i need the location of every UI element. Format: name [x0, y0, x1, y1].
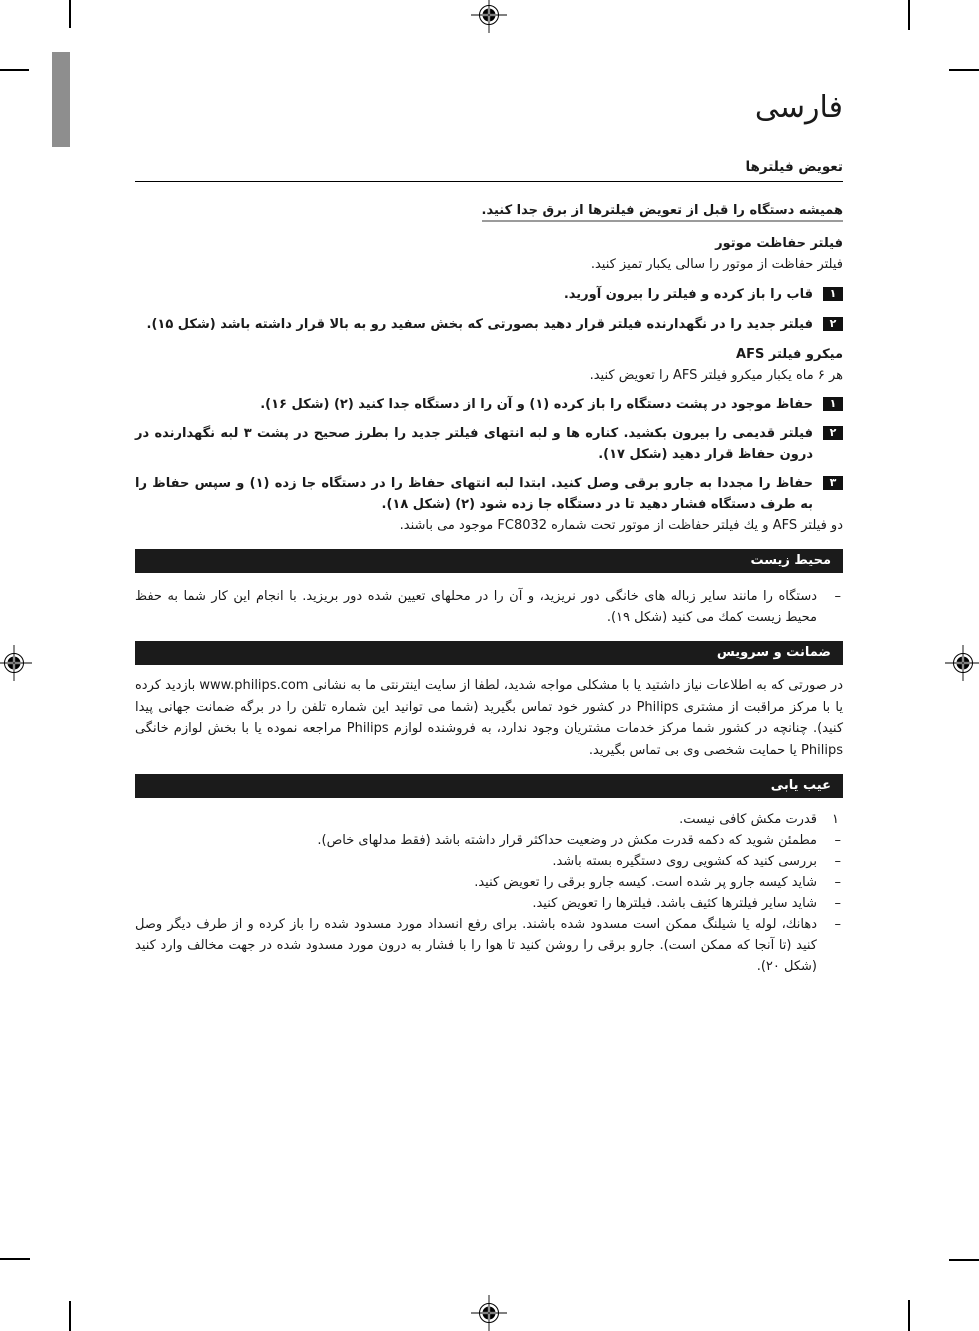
- list-item: – دهانك، لوله یا شیلنگ ممکن است مسدود شده باشند. برای رفع انسداد مورد مسدود شده را باز کرده و از طرف دیگر وصل کنید (تا آنجا که ممکن است). جارو برقی را روشن کنید تا هوا را با فشار به درون مورد مسدود شده در جهت مخالف وارد کنید (شکل ۲۰).: [135, 914, 843, 977]
- section-divider: [135, 181, 843, 182]
- dash-marker: –: [834, 875, 841, 890]
- step-number-badge: ۳: [823, 476, 843, 490]
- step-item: ۱ قاب را باز کرده و فیلتر را بیرون آورید.: [135, 284, 843, 305]
- section-bar-troubleshooting: عیب یابی: [135, 774, 843, 798]
- warning-line: همیشه دستگاه را قبل از تعویض فیلترها از برق جدا کنید.: [135, 201, 843, 221]
- dash-marker: –: [834, 589, 841, 604]
- step-item: ۲ فیلتر جدید را در نگهدارنده فیلتر قرار دهید بصورتی که بخش سفید رو به بالا قرار داشته باشد (شکل ۱۵).: [135, 314, 843, 335]
- section-bar-environment: محیط زیست: [135, 549, 843, 573]
- list-item: – بررسی کنید که کشویی روی دستگیره بسته باشد.: [135, 851, 843, 872]
- step-number-badge: ۱: [823, 287, 843, 301]
- crop-mark: [949, 69, 979, 71]
- filter-availability-note: دو فیلتر AFS و یك فیلتر حفاظت از موتور تحت شماره FC8032 موجود می باشند.: [399, 518, 843, 533]
- page-edge-tab: [52, 52, 70, 147]
- step-number-badge: ۱: [823, 397, 843, 411]
- list-item: – شاید کیسه جارو پر شده است. کیسه جارو برقی را تعویض کنید.: [135, 872, 843, 893]
- crop-mark: [0, 1258, 30, 1260]
- step-number-badge: ۲: [823, 317, 843, 331]
- step-item: ۲ فیلتر قدیمی را بیرون بکشید. کناره ها و لبه انتهای فیلتر جدید را بطرز صحیح در پشت ۳ لبه نگهدارنده در درون حفاظ قرار دهید (شکل ۱۷).: [135, 423, 843, 465]
- motor-filter-intro: فیلتر حفاظت از موتور را سالی یکبار تمیز کنید.: [590, 257, 843, 272]
- list-item: – مطمئن شوید که دکمه قدرت مکش در وضعیت حداکثر قرار داشته باشد (فقط مدلهای خاص).: [135, 830, 843, 851]
- afs-filter-intro: هر ۶ ماه یکبار میکرو فیلتر AFS را تعویض کنید.: [589, 368, 843, 383]
- registration-mark-icon: [471, 1295, 507, 1331]
- motor-filter-heading: فیلتر حفاظت موتور: [715, 236, 843, 251]
- registration-mark-icon: [0, 645, 32, 681]
- registration-mark-icon: [471, 0, 507, 33]
- section-bar-guarantee: ضمانت و سرویس: [135, 641, 843, 665]
- guarantee-paragraph: در صورتی که به اطلاعات نیاز داشتید یا با مشکلی مواجه شدید، لطفا از سایت اینترنتی ما به نشانی www.philips.com بازدید کرده یا با مرکز مراقبت از مشتری Philips در کشور خود تماس بگیرید (شما می توانید این شماره تلفن را در برگه ضمانت جهانی پیدا کنید). چنانچه در کشور شما مرکز خدمات مشتریان وجود ندارد، به فروشنده لوازم Philips مراجعه نموده یا با بخش لوازم خانگی Philips یا حمایت شخصی وی بی تماس بگیرید.: [135, 678, 844, 758]
- crop-mark: [0, 69, 29, 71]
- crop-mark: [908, 1300, 910, 1331]
- step-item: ۱ حفاظ موجود در پشت دستگاه را باز کرده (۱) و آن را از دستگاه جدا کنید (۲) (شکل ۱۶).: [135, 394, 843, 415]
- step-item: ۳ حفاظ را مجددا به جارو برقی وصل کنید. ابتدا لبه انتهای حفاظ را در دستگاه جا زده (۱) و سپس حفاظ را به طرف دستگاه فشار دهید تا در دستگاه جا زده شود (۲) (شکل ۱۸).: [135, 473, 843, 515]
- page-content: [135, 88, 843, 977]
- problem-item: ۱ قدرت مکش کافی نیست.: [135, 809, 843, 830]
- dash-marker: –: [834, 896, 841, 911]
- registration-mark-icon: [945, 645, 979, 681]
- afs-filter-heading: میکرو فیلتر AFS: [736, 347, 843, 362]
- list-item: – دستگاه را مانند سایر زباله های خانگی دور نریزید، و آن را در محلهای تعیین شده دور بریزید. با انجام این کار شما به حفظ محیط زیست كمك می كنید (شکل ۱۹).: [135, 586, 843, 628]
- crop-mark: [949, 1259, 979, 1261]
- list-item: – شاید سایر فیلترها کثیف باشد. فیلترها را تعویض کنید.: [135, 893, 843, 914]
- problem-number: ۱: [832, 812, 839, 827]
- dash-marker: –: [834, 917, 841, 932]
- section-title-replace-filters: تعویض فیلترها: [745, 159, 843, 175]
- crop-mark: [69, 1301, 71, 1331]
- crop-mark: [908, 0, 910, 30]
- language-title: فارسی: [754, 90, 843, 125]
- step-number-badge: ۲: [823, 426, 843, 440]
- dash-marker: –: [834, 833, 841, 848]
- dash-marker: –: [834, 854, 841, 869]
- crop-mark: [69, 0, 71, 28]
